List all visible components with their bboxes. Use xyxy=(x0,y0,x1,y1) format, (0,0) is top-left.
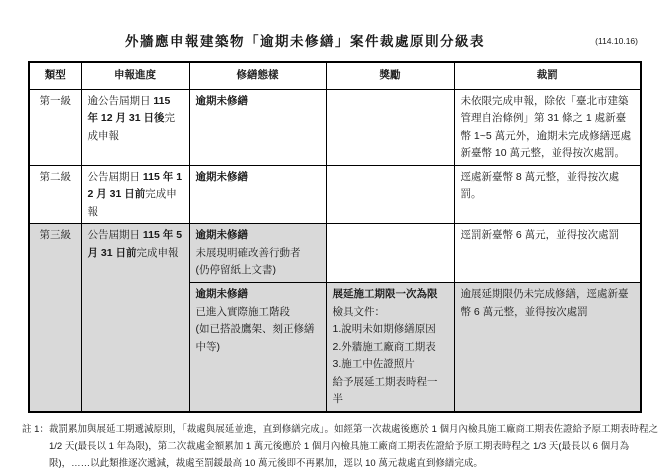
state-line: 已進入實際施工階段 xyxy=(195,305,290,318)
grade-2-row xyxy=(29,165,641,224)
state-title: 逾期未修繕 xyxy=(195,288,248,300)
column-header-state: 修繕態樣 xyxy=(189,62,326,89)
state-title: 逾期未修繕 xyxy=(195,94,248,107)
cell-state xyxy=(189,89,326,165)
progress-deadline: 115 年 5 月 31 日前 xyxy=(87,229,183,259)
column-header-reward: 獎勵 xyxy=(326,62,454,89)
progress-deadline: 115 年 12 月 31 日前 xyxy=(87,170,183,200)
cell-penalty: 逕罰新臺幣 6 萬元，並得按次處罰 xyxy=(454,224,641,283)
header-row xyxy=(29,62,641,89)
cell-reward-empty xyxy=(326,224,454,283)
cell-penalty: 未依限完成申報，除依「臺北市建築管理自治條例」第 31 條之 1 處新臺幣 1~5 萬元外，逾期未完成修繕逕處新臺幣 10 萬元整，並得按次處罰。 xyxy=(454,89,641,165)
cell-reward xyxy=(326,283,454,412)
cell-type: 第一級 xyxy=(29,89,81,165)
cell-type: 第二級 xyxy=(29,165,81,224)
progress-text: 公告屆期日 xyxy=(87,229,143,241)
state-title: 逾期未修繕 xyxy=(195,229,248,241)
grading-table xyxy=(28,61,642,413)
footnote-label: 註 1： xyxy=(22,423,49,435)
progress-text: 公告屆期日 xyxy=(87,170,143,183)
reward-title: 展延施工期限一次為限 xyxy=(332,288,438,300)
reward-line: 3.施工中佐證照片 xyxy=(332,358,415,370)
reward-line: 1.說明未如期修繕原因 xyxy=(332,323,436,335)
state-line: 未展現明確改善行動者 xyxy=(195,246,301,259)
cell-state xyxy=(189,224,326,283)
grade-1-row xyxy=(29,89,641,165)
page-title: 外牆應申報建築物「逾期未修繕」案件裁處原則分級表 xyxy=(125,34,485,49)
column-header-type: 類型 xyxy=(29,62,81,89)
state-line: (如已搭設鷹架、刻正修繕中等) xyxy=(195,323,315,353)
progress-text: 逾公告屆期日 xyxy=(87,94,154,107)
cell-penalty: 逾展延期限仍未完成修繕，逕處新臺幣 6 萬元整，並得按次處罰 xyxy=(454,283,641,412)
cell-state xyxy=(189,283,326,412)
progress-deadline: 115 年 12 月 31 日後 xyxy=(87,94,171,124)
column-header-penalty: 裁罰 xyxy=(454,62,641,89)
title-row xyxy=(28,30,640,52)
progress-text: 完成申報 xyxy=(136,246,179,259)
cell-state xyxy=(189,165,326,224)
cell-reward-empty xyxy=(326,165,454,224)
cell-progress xyxy=(81,89,189,165)
column-header-progress: 申報進度 xyxy=(81,62,189,89)
reward-line: 檢具文件： xyxy=(332,305,385,318)
cell-progress xyxy=(81,165,189,224)
cell-type: 第三級 xyxy=(29,224,81,412)
reward-line: 2.外牆施工廠商工期表 xyxy=(332,340,436,353)
footnote-text: 裁罰累加與展延工期遞減原則，「裁處與展延並進，直到修繕完成」。如經第一次裁處後應於 1 個月內檢具施工廠商工期表佐證給予原工期表時程之 1/2 天(最長以 1 年為限)，第二次裁處金額累加 1 萬元後應於 1 個月內檢具施工廠商工期表佐證給予原工期表時程之 1/3 天(最長以 6 個月為限)，……以此類推逐次遞減，裁處至罰鍰最高 10 萬元後即不再累加，逕以 10 萬元裁處直到修繕完成。 xyxy=(48,423,659,469)
cell-penalty: 逕處新臺幣 8 萬元整，並得按次處罰。 xyxy=(454,165,641,224)
grade-3-row-a xyxy=(29,224,641,283)
cell-progress xyxy=(81,224,189,412)
footnote xyxy=(22,421,658,470)
progress-text: 完成申報 xyxy=(87,188,177,218)
cell-reward-empty xyxy=(326,89,454,165)
state-title: 逾期未修繕 xyxy=(195,170,248,183)
state-line: (仍停留紙上文書) xyxy=(195,264,276,276)
revision-date: (114.10.16) xyxy=(595,36,638,46)
reward-line: 給予展延工期表時程一半 xyxy=(332,375,438,405)
progress-text: 完成申報 xyxy=(87,112,176,142)
